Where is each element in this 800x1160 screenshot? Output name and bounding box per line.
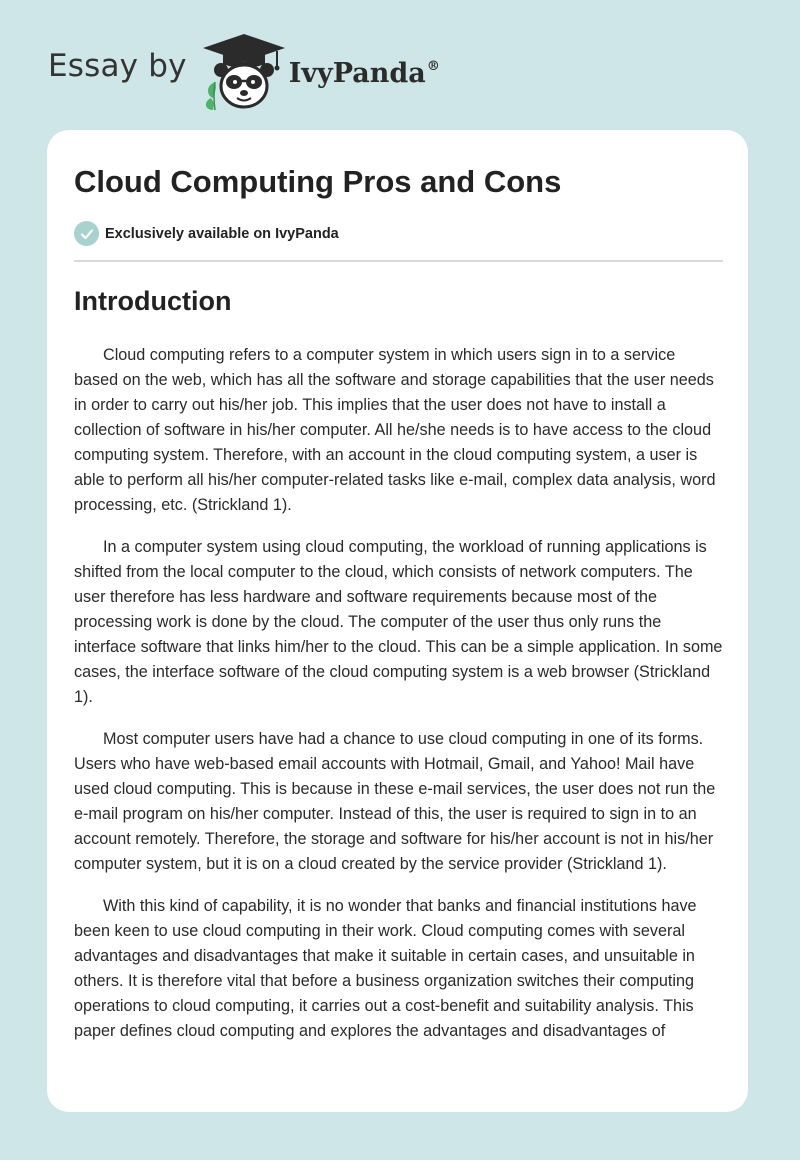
site-header bbox=[48, 32, 440, 112]
paragraph: With this kind of capability, it is no wonder that banks and financial institutions have been keen to use cloud computing in their work. Cloud computing comes with several advantages and disadvantages that make it suitable in certain cases, and unsuitable in others. It is therefore vital that before a business organization switches their computing operations to cloud computing, it carries out a cost-benefit and suitability analysis. This paper defines cloud computing and explores the advantages and disadvantages of bbox=[74, 897, 697, 1040]
paragraph: Most computer users have had a chance to use cloud computing in one of its forms. Users who have web-based email accounts with Hotmail, Gmail, and Yahoo! Mail have used cloud computing. This is because in these e-mail services, the user does not run the e-mail program on his/her computer. Instead of this, the user is required to sign in to an account remotely. Therefore, the storage and software for his/her account is not in his/her computer system, but it is on a cloud created by the service provider (Strickland 1). bbox=[74, 730, 716, 873]
registered-mark: ® bbox=[426, 58, 440, 74]
section-heading: Introduction bbox=[74, 286, 232, 316]
essay-by-label: Essay by bbox=[48, 48, 187, 84]
check-icon bbox=[74, 221, 99, 246]
divider bbox=[74, 260, 723, 262]
paragraph: Cloud computing refers to a computer system in which users sign in to a service based on the web, which has all the software and storage capabilities that the user needs in order to carry out his/her job. This implies that the user does not have to install a collection of software in his/her computer. All he/she needs is to have access to the cloud computing system. Therefore, with an account in the cloud computing system, a user is able to perform all his/her computer-related tasks like e-mail, complex data analysis, word processing, etc. (Strickland 1). bbox=[74, 346, 716, 514]
exclusive-label: Exclusively available on IvyPanda bbox=[105, 225, 339, 242]
essay-body bbox=[74, 343, 723, 1061]
exclusive-badge bbox=[74, 221, 339, 246]
panda-logo-icon[interactable] bbox=[201, 32, 287, 112]
page-title: Cloud Computing Pros and Cons bbox=[74, 164, 562, 199]
brand-name[interactable]: IvyPanda® bbox=[288, 57, 440, 89]
essay-card bbox=[47, 130, 748, 1112]
paragraph: In a computer system using cloud computing, the workload of running applications is shifted from the local computer to the cloud, which consists of network computers. The user therefore has less hardware and software requirements because most of the processing work is done by the cloud. The computer of the user thus only runs the interface software that links him/her to the cloud. This can be a simple application. In some cases, the interface software of the cloud computing system is a web browser (Strickland 1). bbox=[74, 538, 723, 706]
